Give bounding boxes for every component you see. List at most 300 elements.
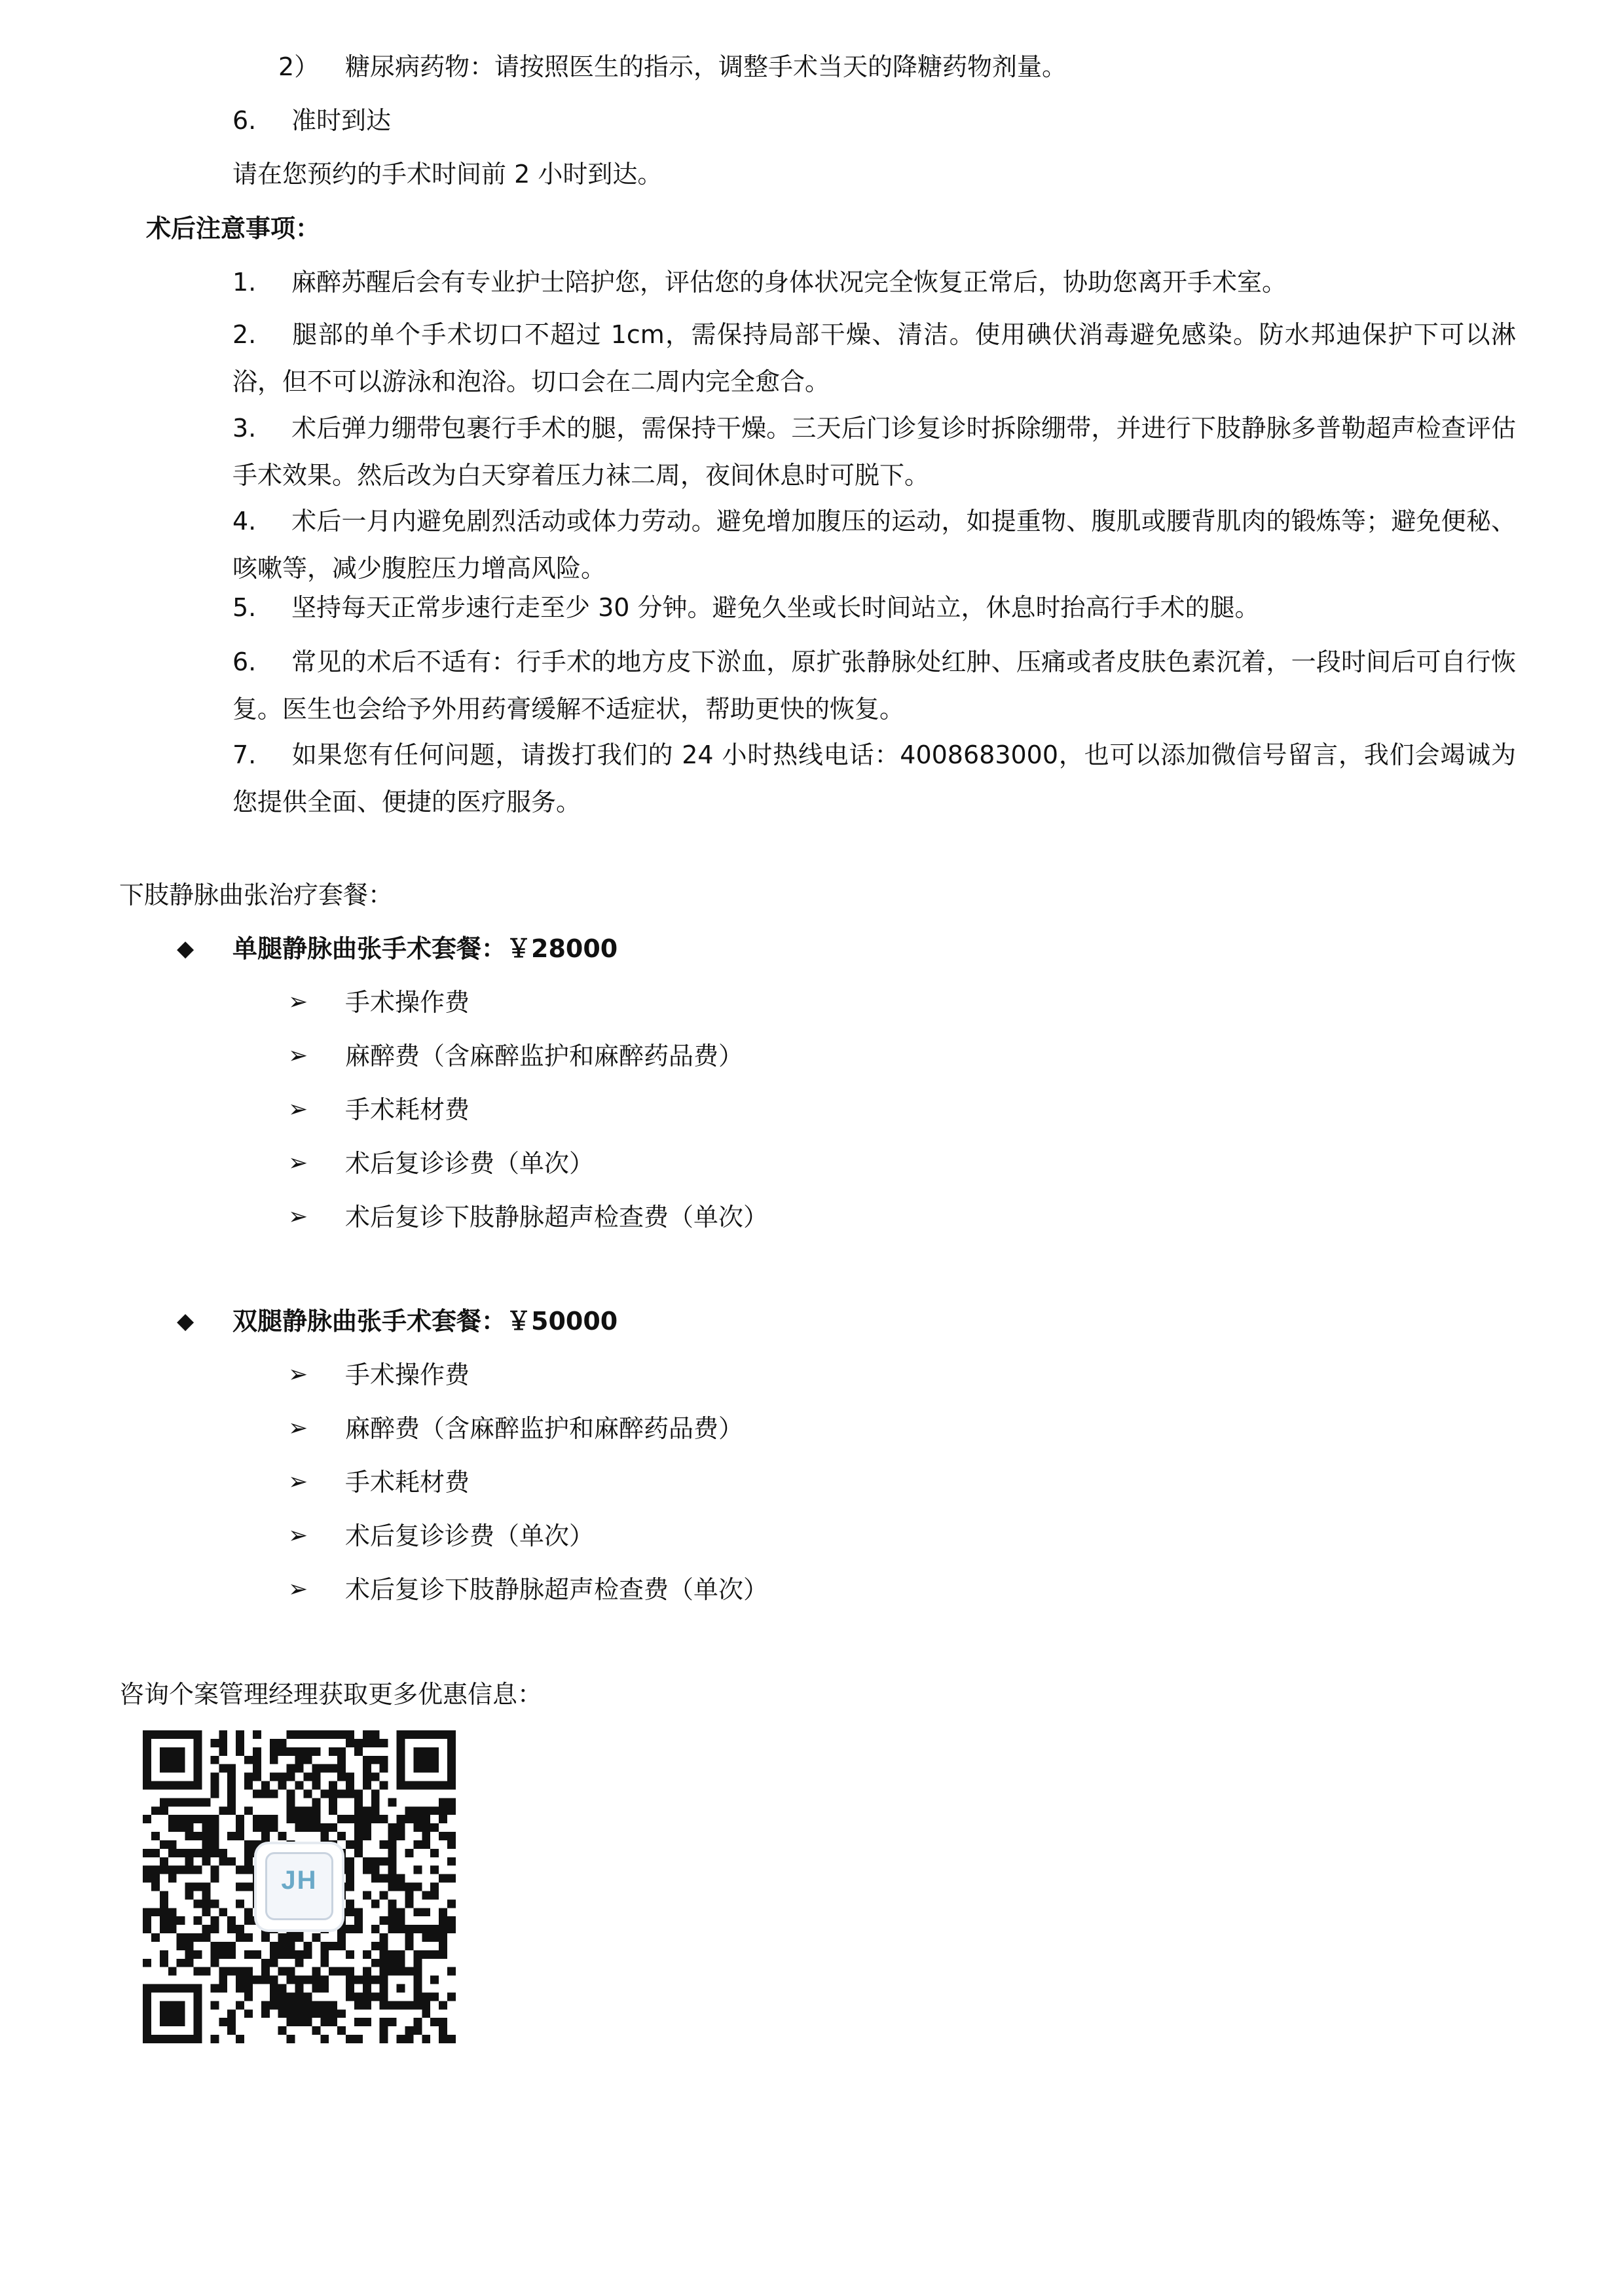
item-text: 术后一月内避免剧烈活动或体力劳动。避免增加腹压的运动，如提重物、腹肌或腰背肌肉的锻炼等；避免便秘、咳嗽等，减少腹腔压力增高风险。 [232, 507, 1516, 583]
qr-module [287, 1815, 295, 1823]
qr-module [346, 1908, 354, 1916]
qr-module [227, 1773, 236, 1781]
qr-module [236, 1730, 244, 1739]
qr-module [244, 1976, 253, 1984]
qr-module [422, 1781, 430, 1790]
qr-module [227, 1942, 236, 1950]
qr-module [287, 2018, 295, 2026]
arrow-bullet-icon: ➢ [288, 989, 308, 1015]
qr-module [177, 2001, 185, 2009]
qr-module [371, 1773, 380, 1781]
qr-module [236, 1823, 244, 1832]
qr-module [303, 2018, 312, 2026]
qr-module [177, 2035, 185, 2043]
qr-module [320, 1942, 329, 1950]
qr-module [430, 1866, 439, 1874]
qr-module [143, 1739, 151, 1747]
qr-module [261, 2001, 270, 2009]
qr-module [405, 1925, 413, 1933]
qr-module [337, 1815, 346, 1823]
qr-module [405, 2035, 413, 2043]
qr-module [194, 1730, 202, 1739]
qr-module [151, 2035, 160, 2043]
qr-module [236, 1883, 244, 1891]
qr-module [194, 1866, 202, 1874]
qr-module [337, 1756, 346, 1764]
qr-module [177, 1798, 185, 1806]
qr-module [354, 1832, 363, 1840]
qr-module [346, 1781, 354, 1790]
qr-module [202, 1933, 210, 1942]
qr-module [194, 1756, 202, 1764]
qr-module [202, 1815, 210, 1823]
qr-module [210, 1899, 219, 1908]
postop-item [232, 405, 1516, 499]
diamond-bullet-icon: ◆ [177, 1308, 194, 1334]
qr-module [168, 2035, 177, 2043]
qr-module [337, 1730, 346, 1739]
arrow-bullet-icon: ➢ [288, 1415, 308, 1442]
arrow-bullet-icon: ➢ [288, 1522, 308, 1549]
qr-module [287, 1806, 295, 1815]
qr-module [219, 1747, 227, 1756]
qr-module [422, 1891, 430, 1899]
qr-module [329, 1806, 337, 1815]
qr-module [295, 1976, 304, 1984]
postop-heading: 术后注意事项： [146, 214, 321, 243]
qr-module [422, 2009, 430, 2018]
qr-module [430, 1992, 439, 2001]
qr-module [430, 1933, 439, 1942]
qr-module [160, 1747, 168, 1756]
qr-module [194, 1883, 202, 1891]
qr-module [405, 1891, 413, 1899]
qr-module [143, 1815, 151, 1823]
qr-module [185, 1730, 194, 1739]
qr-module [160, 1908, 168, 1916]
qr-module [244, 1950, 253, 1959]
qr-module [320, 1764, 329, 1773]
qr-module [413, 1756, 422, 1764]
qr-module [295, 1933, 304, 1942]
qr-module [295, 1959, 304, 1967]
qr-module [346, 1874, 354, 1883]
package-item: 手术耗材费 [345, 1095, 470, 1124]
qr-module [244, 1933, 253, 1942]
qr-module [430, 1806, 439, 1815]
qr-module [210, 1925, 219, 1933]
qr-module [337, 1747, 346, 1756]
qr-module [346, 1773, 354, 1781]
qr-module [329, 1789, 337, 1798]
qr-module [388, 1959, 397, 1967]
qr-module [160, 1840, 168, 1849]
qr-module [236, 2001, 244, 2009]
qr-module [244, 1849, 253, 1857]
qr-module [430, 1883, 439, 1891]
qr-module [320, 1984, 329, 1993]
qr-module [329, 2009, 337, 2018]
qr-module [422, 1730, 430, 1739]
qr-module [439, 1916, 447, 1925]
qr-module [160, 2009, 168, 2018]
qr-module [287, 1730, 295, 1739]
qr-module [430, 1756, 439, 1764]
qr-module [177, 2018, 185, 2026]
consult-text: 咨询个案管理经理获取更多优惠信息： [119, 1680, 543, 1709]
qr-module [295, 2009, 304, 2018]
qr-module [354, 1823, 363, 1832]
qr-module [160, 2001, 168, 2009]
qr-module [244, 1806, 253, 1815]
qr-module [354, 1806, 363, 1815]
qr-module [227, 1764, 236, 1773]
qr-module [168, 1815, 177, 1823]
qr-module [380, 1874, 388, 1883]
qr-module [363, 1857, 371, 1866]
qr-module [430, 1950, 439, 1959]
qr-module [388, 1849, 397, 1857]
qr-module [413, 1866, 422, 1874]
qr-module [354, 2001, 363, 2009]
qr-module [194, 2018, 202, 2026]
qr-module [287, 1992, 295, 2001]
item-number: 4. [232, 507, 257, 536]
qr-module [337, 2009, 346, 2018]
qr-module [202, 1925, 210, 1933]
qr-module [287, 1747, 295, 1756]
qr-module [371, 1730, 380, 1739]
qr-module [337, 1933, 346, 1942]
qr-module [329, 1823, 337, 1832]
qr-module [346, 1976, 354, 1984]
qr-module [185, 1857, 194, 1866]
qr-module [447, 1992, 456, 2001]
qr-module [447, 1916, 456, 1925]
qr-module [422, 1823, 430, 1832]
qr-module [303, 1942, 312, 1950]
qr-module [380, 1756, 388, 1764]
qr-module [346, 1730, 354, 1739]
qr-module [312, 2026, 320, 2035]
qr-module [303, 1976, 312, 1984]
qr-module [380, 2001, 388, 2009]
qr-module [439, 1942, 447, 1950]
qr-module [329, 1764, 337, 1773]
qr-module [303, 1806, 312, 1815]
qr-module [405, 1899, 413, 1908]
qr-module [185, 1798, 194, 1806]
qr-module [295, 1950, 304, 1959]
qr-module [168, 1730, 177, 1739]
qr-module [354, 1916, 363, 1925]
qr-module [303, 1823, 312, 1832]
qr-module [354, 1992, 363, 2001]
qr-module [329, 1781, 337, 1790]
qr-module [168, 1967, 177, 1976]
qr-module [202, 1891, 210, 1899]
qr-module [160, 1959, 168, 1967]
qr-module [143, 1925, 151, 1933]
qr-module [270, 2001, 278, 2009]
qr-module [227, 1925, 236, 1933]
qr-module [177, 1756, 185, 1764]
qr-module [413, 1730, 422, 1739]
qr-module [236, 2035, 244, 2043]
qr-module [346, 1857, 354, 1866]
qr-module [295, 1730, 304, 1739]
qr-module [177, 1815, 185, 1823]
qr-module [447, 1798, 456, 1806]
qr-module [363, 1992, 371, 2001]
qr-module [380, 1840, 388, 1849]
qr-module [363, 1756, 371, 1764]
qr-module [380, 2018, 388, 2026]
qr-module [253, 1764, 261, 1773]
qr-module [422, 1832, 430, 1840]
postop-item [232, 498, 1516, 592]
qr-module [413, 1967, 422, 1976]
qr-module [405, 1806, 413, 1815]
qr-module [177, 1730, 185, 1739]
qr-module [278, 1832, 287, 1840]
qr-module [329, 2001, 337, 2009]
qr-module [244, 1781, 253, 1790]
qr-module [413, 1908, 422, 1916]
qr-module [363, 1764, 371, 1773]
qr-module [278, 1773, 287, 1781]
qr-module [151, 1849, 160, 1857]
qr-module [422, 2001, 430, 2009]
qr-module [236, 1832, 244, 1840]
qr-module [439, 1798, 447, 1806]
qr-module [447, 1899, 456, 1908]
qr-module [270, 1739, 278, 1747]
qr-module [151, 1874, 160, 1883]
qr-module [278, 1739, 287, 1747]
qr-module [388, 1950, 397, 1959]
qr-module [371, 1959, 380, 1967]
qr-module [244, 1866, 253, 1874]
qr-module [363, 1806, 371, 1815]
qr-module [278, 1747, 287, 1756]
qr-module [397, 1874, 405, 1883]
qr-module [295, 1984, 304, 1993]
qr-module [337, 1942, 346, 1950]
qr-module [346, 1967, 354, 1976]
qr-module [388, 2001, 397, 2009]
qr-module [210, 1840, 219, 1849]
qr-module [143, 1747, 151, 1756]
qr-module [447, 1967, 456, 1976]
qr-module [346, 1883, 354, 1891]
qr-module [210, 1959, 219, 1967]
qr-module [430, 1891, 439, 1899]
qr-module [210, 1739, 219, 1747]
qr-module [380, 1764, 388, 1773]
qr-module [380, 1815, 388, 1823]
qr-module [380, 1857, 388, 1866]
qr-module [270, 1959, 278, 1967]
qr-module [219, 2018, 227, 2026]
qr-module [160, 1950, 168, 1959]
qr-module [363, 1815, 371, 1823]
qr-module [371, 1789, 380, 1798]
qr-module [236, 1815, 244, 1823]
qr-module [439, 1874, 447, 1883]
qr-module [413, 1815, 422, 1823]
qr-module [363, 1832, 371, 1840]
qr-module [413, 1747, 422, 1756]
qr-module [422, 1925, 430, 1933]
qr-module [194, 1984, 202, 1993]
qr-module [397, 1908, 405, 1916]
qr-module [397, 1984, 405, 1993]
qr-module [278, 1933, 287, 1942]
qr-module [287, 2001, 295, 2009]
qr-module [422, 1933, 430, 1942]
qr-module [363, 1730, 371, 1739]
qr-module [312, 1806, 320, 1815]
qr-module [143, 1764, 151, 1773]
qr-module [143, 1849, 151, 1857]
qr-module [219, 1942, 227, 1950]
qr-module [312, 1773, 320, 1781]
qr-module [295, 1781, 304, 1790]
qr-module [371, 1925, 380, 1933]
qr-module [185, 1950, 194, 1959]
qr-module [278, 2026, 287, 2035]
wechat-qr-code[interactable] [143, 1730, 456, 2043]
qr-module [287, 1950, 295, 1959]
qr-module [363, 1823, 371, 1832]
qr-module [447, 1764, 456, 1773]
qr-module [287, 1789, 295, 1798]
qr-module [397, 1883, 405, 1891]
qr-module [312, 2001, 320, 2009]
qr-logo-icon [257, 1844, 342, 1929]
package-item: 术后复诊下肢静脉超声检查费（单次） [345, 1203, 769, 1231]
qr-module [413, 1959, 422, 1967]
qr-module [380, 2026, 388, 2035]
qr-module [354, 1976, 363, 1984]
qr-module [388, 1899, 397, 1908]
qr-module [194, 1992, 202, 2001]
qr-module [227, 1781, 236, 1790]
qr-module [371, 1899, 380, 1908]
qr-module [143, 2001, 151, 2009]
qr-module [320, 1789, 329, 1798]
qr-module [346, 1984, 354, 1993]
qr-module [185, 1984, 194, 1993]
qr-module [210, 1832, 219, 1840]
qr-module [380, 1992, 388, 2001]
qr-module [337, 1832, 346, 1840]
qr-module [320, 2001, 329, 2009]
qr-module [278, 1942, 287, 1950]
qr-module [329, 1730, 337, 1739]
qr-module [151, 1984, 160, 1993]
item-number: 3. [232, 414, 257, 443]
qr-module [405, 1883, 413, 1891]
qr-module [337, 2026, 346, 2035]
qr-module [447, 1747, 456, 1756]
item-number: 2. [232, 320, 257, 349]
postop-item [232, 584, 1516, 631]
qr-module [371, 1798, 380, 1806]
qr-module [371, 1815, 380, 1823]
qr-module [278, 1781, 287, 1790]
qr-module [422, 1992, 430, 2001]
qr-module [202, 1883, 210, 1891]
qr-module [261, 1823, 270, 1832]
qr-module [202, 1823, 210, 1832]
qr-module [439, 1908, 447, 1916]
qr-module [312, 1823, 320, 1832]
qr-module [422, 1815, 430, 1823]
qr-module [270, 1756, 278, 1764]
qr-module [194, 1781, 202, 1790]
qr-module [430, 2018, 439, 2026]
qr-module [253, 1773, 261, 1781]
qr-module [219, 1764, 227, 1773]
qr-module [363, 1739, 371, 1747]
qr-module [160, 2018, 168, 2026]
qr-module [363, 1781, 371, 1790]
qr-module [363, 2001, 371, 2009]
qr-module [194, 1832, 202, 1840]
qr-module [143, 2018, 151, 2026]
qr-module [312, 1781, 320, 1790]
qr-module [244, 1967, 253, 1976]
qr-module [388, 1874, 397, 1883]
qr-module [363, 1773, 371, 1781]
qr-module [346, 1866, 354, 1874]
qr-module [160, 1806, 168, 1815]
qr-module [227, 1798, 236, 1806]
qr-module [363, 1976, 371, 1984]
qr-module [380, 1976, 388, 1984]
qr-module [236, 1866, 244, 1874]
qr-module [405, 1730, 413, 1739]
qr-module [354, 1908, 363, 1916]
qr-module [320, 2009, 329, 2018]
qr-module [354, 1815, 363, 1823]
qr-module [320, 1976, 329, 1984]
qr-module [388, 1840, 397, 1849]
qr-module [227, 2026, 236, 2035]
qr-module [405, 1942, 413, 1950]
qr-module [413, 2001, 422, 2009]
qr-module [219, 1739, 227, 1747]
qr-module [194, 2035, 202, 2043]
qr-module [244, 1883, 253, 1891]
qr-module [185, 1849, 194, 1857]
qr-module [151, 1806, 160, 1815]
qr-module [388, 1866, 397, 1874]
qr-module [312, 1976, 320, 1984]
qr-module [320, 1959, 329, 1967]
package-item: 麻醉费（含麻醉监护和麻醉药品费） [345, 1042, 744, 1070]
qr-module [244, 1840, 253, 1849]
qr-module [354, 1849, 363, 1857]
qr-module [337, 1764, 346, 1773]
qr-module [160, 1916, 168, 1925]
qr-module [303, 1992, 312, 2001]
qr-module [219, 1984, 227, 1993]
qr-module [405, 1849, 413, 1857]
qr-module [160, 1925, 168, 1933]
